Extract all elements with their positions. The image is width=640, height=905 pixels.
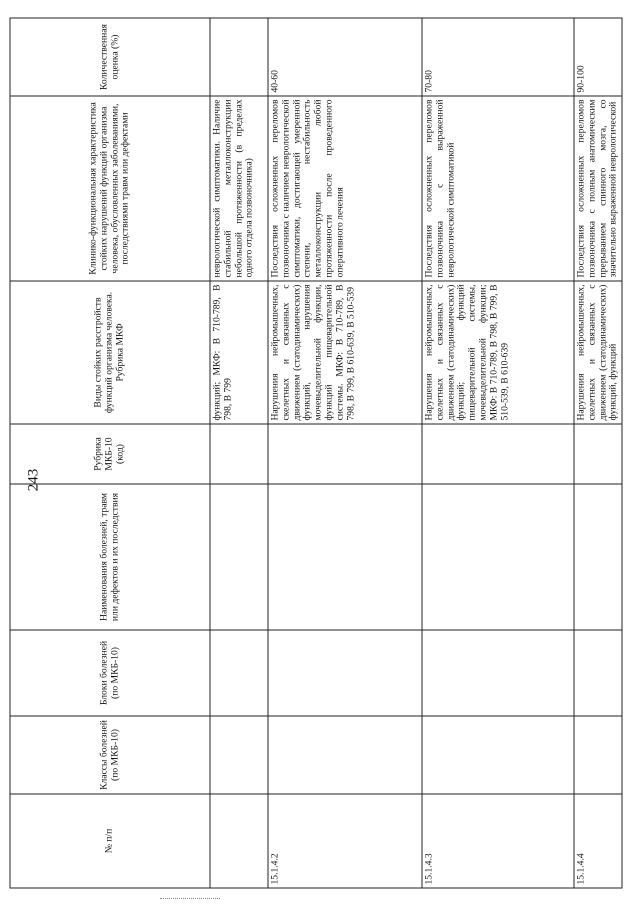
- header-rating: Количественная оценка (%): [10, 18, 210, 96]
- row-names: [422, 484, 574, 630]
- row-classes: [268, 716, 422, 794]
- row-icd-code: [422, 424, 574, 484]
- row-icd-code: [210, 424, 268, 484]
- row-blocks: [210, 630, 268, 716]
- header-row: [10, 18, 210, 888]
- row-blocks: [574, 630, 622, 716]
- scan-artifact: [160, 898, 220, 902]
- header-blocks: Блоки болезней (по МКБ-10): [10, 630, 210, 716]
- header-num: № п/п: [10, 794, 210, 888]
- table-row: [268, 18, 422, 888]
- header-icd-code: Рубрика МКБ-10 (код): [10, 424, 210, 484]
- page-number: 243: [25, 468, 42, 492]
- row-rating: 70-80: [422, 18, 574, 96]
- header-classes: Классы болезней (по МКБ-10): [10, 716, 210, 794]
- row-impairment-types: Нарушения нейромышечных, скелетных и связанных с движением (статодинамических) функций; функций пищеварительной системы, мочевыделительной функции; МКФ: В 710-789, В 798, В 799, В 510-539, В 610-639: [422, 281, 574, 424]
- header-names: Наименования болезней, травм или дефектов и их последствия: [10, 484, 210, 630]
- row-num: 15.1.4.3: [422, 794, 574, 888]
- row-rating: [210, 18, 268, 96]
- row-classes: [574, 716, 622, 794]
- header-clinical: Клинико-функциональная характеристика стойких нарушений функций организма человека, обусловленных заболеваниями, последствиями травм или дефектами: [10, 96, 210, 281]
- row-names: [574, 484, 622, 630]
- row-rating: 90-100: [574, 18, 622, 96]
- row-num: [210, 794, 268, 888]
- table-row: [210, 18, 268, 888]
- header-impairment-types: Виды стойких расстройств функций организма человека. Рубрика МКФ: [10, 281, 210, 424]
- table-row: [574, 18, 622, 888]
- row-num: 15.1.4.4: [574, 794, 622, 888]
- row-impairment-types: Нарушения нейромышечных, скелетных и связанных с движением (статодинамических) функций, функций: [574, 281, 622, 424]
- row-clinical: неврологической симптоматики. Наличие стабильной металлоконструкции небольшой протяженности (в пределах одного отдела позвоночника): [210, 96, 268, 281]
- row-impairment-types: функций; МКФ: В 710-789, В 798, В 799: [210, 281, 268, 424]
- table-row: [422, 18, 574, 888]
- disability-table: [10, 18, 623, 889]
- row-clinical: Последствия осложненных переломов позвоночника с наличием неврологической симптоматики, достигающей умеренной степени, нестабильность металлоконструкции любой протяженности после проведенного оперативного лечения: [268, 96, 422, 281]
- row-rating: 40-60: [268, 18, 422, 96]
- row-icd-code: [268, 424, 422, 484]
- row-num: 15.1.4.2: [268, 794, 422, 888]
- row-classes: [422, 716, 574, 794]
- row-blocks: [422, 630, 574, 716]
- row-clinical: Последствия осложненных переломов позвоночника с выраженной неврологической симптоматикой: [422, 96, 574, 281]
- row-icd-code: [574, 424, 622, 484]
- rotated-page: [0, 4, 633, 900]
- row-clinical: Последствия осложненных переломов позвоночника с полным анатомическим прерыванием спинного мозга, со значительно выраженной неврологической: [574, 96, 622, 281]
- row-impairment-types: Нарушения нейромышечных, скелетных и связанных с движением (статодинамических) функций, нарушения мочевыделительной функции, функций пищеварительной системы. МКФ: В 710-789, В 798, В 799, В 610-639, В 510-539: [268, 281, 422, 424]
- row-blocks: [268, 630, 422, 716]
- row-names: [210, 484, 268, 630]
- row-classes: [210, 716, 268, 794]
- row-names: [268, 484, 422, 630]
